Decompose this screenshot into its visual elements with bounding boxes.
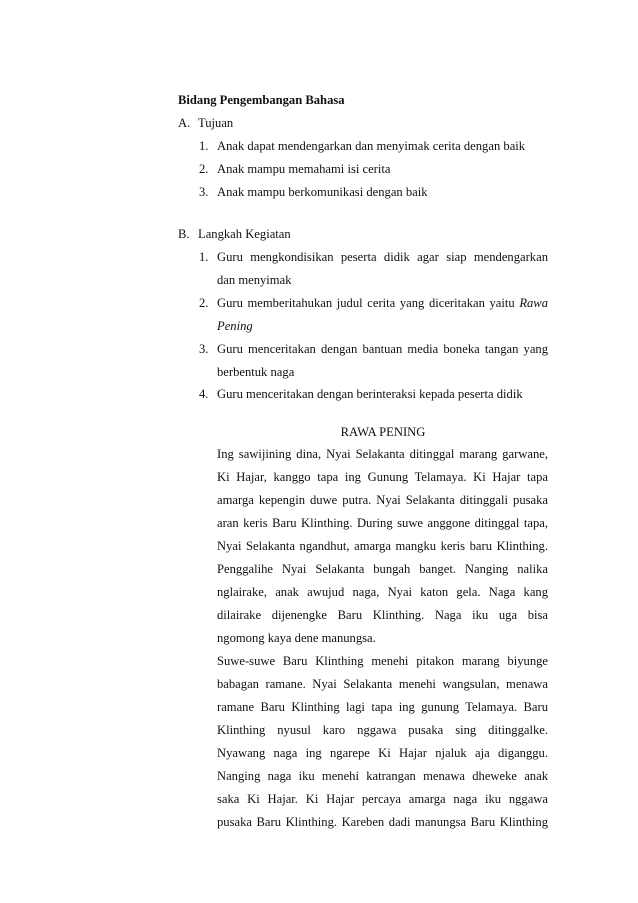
item-text-part: Guru memberitahukan judul cerita yang diceritakan yaitu	[217, 296, 520, 310]
story-line: Nanging naga iku menehi katrangan menawa dheweke anak	[217, 769, 548, 783]
section-b-label	[178, 226, 291, 242]
story-line: Penggalihe Nyai Selakanta bungah banget. Nanging nalika	[217, 562, 548, 576]
item-number: 2.	[199, 296, 209, 310]
section-b-letter: B.	[178, 227, 190, 241]
item-number: 3.	[199, 342, 209, 356]
story-title-italic: Rawa	[519, 296, 548, 310]
story-line: pusaka Baru Klinthing. Kareben dadi manungsa Baru Klinthing	[217, 815, 548, 829]
item-text	[217, 318, 548, 334]
item-text: Anak dapat mendengarkan dan menyimak cerita dengan baik	[217, 139, 526, 153]
story-line: Nyai Selakanta ngandhut, amarga mangku keris baru Klinthing.	[217, 539, 548, 553]
story-line: nglairake, anak awujud naga, Nyai katon gela. Naga kang	[217, 585, 548, 599]
story-line: amarga kepengin duwe putra. Nyai Selakanta ditinggali pusaka	[217, 493, 548, 507]
item-text: Anak mampu berkomunikasi dengan baik	[217, 185, 428, 199]
item-text: Guru menceritakan dengan bantuan media boneka tangan yang	[217, 342, 548, 356]
item-number: 3.	[199, 185, 209, 199]
story-line: dilairake dijenengke Baru Klinthing. Naga iku uga bisa	[217, 608, 548, 622]
section-b-title: Langkah Kegiatan	[198, 227, 291, 241]
item-number: 2.	[199, 162, 209, 176]
story-line: aran keris Baru Klinthing. During suwe anggone ditinggal tapa,	[217, 516, 548, 530]
section-heading: Bidang Pengembangan Bahasa	[178, 93, 345, 107]
story-line: Suwe-suwe Baru Klinthing menehi pitakon marang biyunge	[217, 654, 548, 668]
section-a-label	[178, 115, 233, 131]
section-a-title: Tujuan	[198, 116, 234, 130]
item-text: dan menyimak	[217, 273, 292, 287]
item-text: Guru menceritakan dengan berinteraksi kepada peserta didik	[217, 387, 523, 401]
section-a-letter: A.	[178, 116, 191, 130]
story-line: saka Ki Hajar. Ki Hajar percaya amarga naga iku nggawa	[217, 792, 548, 806]
story-title-italic: Pening	[217, 319, 253, 333]
item-number: 1.	[199, 139, 209, 153]
story-line: Nyawang naga ing ngarepe Ki Hajar njaluk aja diganggu.	[217, 746, 548, 760]
story-line: babagan ramane. Nyai Selakanta menehi wangsulan, menawa	[217, 677, 548, 691]
story-title: RAWA PENING	[340, 425, 426, 439]
story-line: ramane Baru Klinthing lagi tapa ing gunung Telamaya. Baru	[217, 700, 548, 714]
item-text	[217, 295, 548, 311]
item-text: berbentuk naga	[217, 365, 295, 379]
story-line: Ki Hajar, kanggo tapa ing Gunung Telamaya. Ki Hajar tapa	[217, 470, 548, 484]
story-line: ngomong kaya dene manungsa.	[217, 631, 376, 645]
item-text: Anak mampu memahami isi cerita	[217, 162, 391, 176]
item-text: Guru mengkondisikan peserta didik agar siap mendengarkan	[217, 250, 548, 264]
item-number: 4.	[199, 387, 209, 401]
item-number: 1.	[199, 250, 209, 264]
story-line: Klinthing nyusul karo nggawa pusaka sing ditinggalke.	[217, 723, 548, 737]
story-line: Ing sawijining dina, Nyai Selakanta ditinggal marang garwane,	[217, 447, 548, 461]
